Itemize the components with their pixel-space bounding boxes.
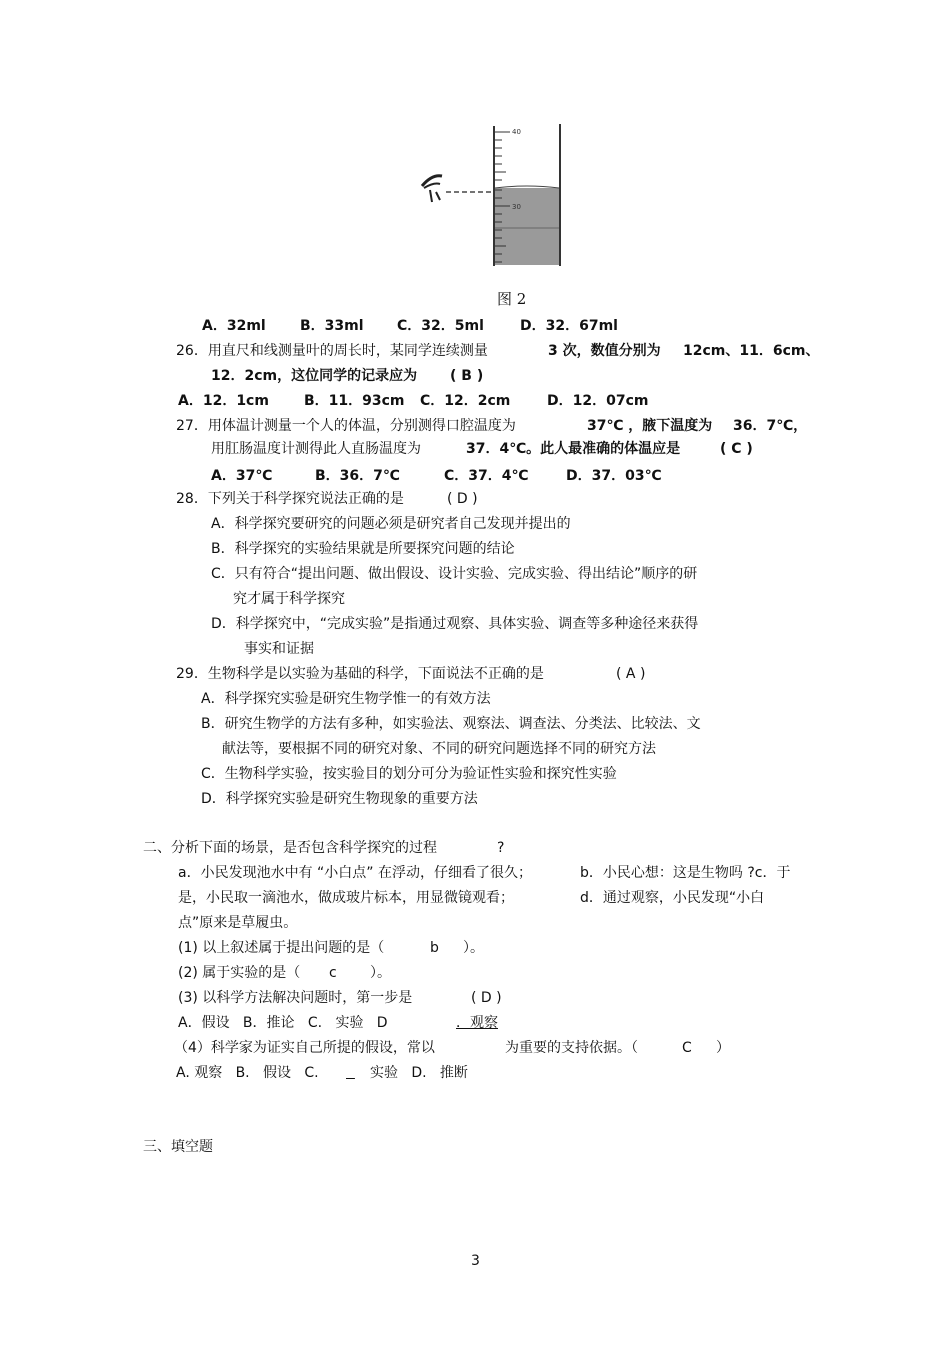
section2-scene-b: b．小民心想：这是生物吗 ?c．于 [580,865,791,881]
q27-option-a: A．37℃ [211,468,273,484]
section2-q1-end: ）。 [463,940,484,956]
q26-stem: 26．用直尺和线测量叶的周长时，某同学连续测量 [176,343,488,359]
q26-stem-line2: 12．2cm，这位同学的记录应为 [211,368,418,384]
q25-option-c: C．32．5ml [397,318,484,334]
q28-option-a: A．科学探究要研究的问题必须是研究者自己发现并提出的 [211,516,571,532]
q28-option-b: B．科学探究的实验结果就是所要探究问题的结论 [211,541,515,557]
q28-option-d-line2: 事实和证据 [244,641,314,657]
q28-option-c-line1: C．只有符合“提出问题、做出假设、设计实验、完成实验、得出结论”顺序的研 [211,566,698,582]
figure-caption: 图 2 [497,290,527,308]
section2-q3-option-d: ．观察 [456,1015,498,1031]
section2-q4: （4）科学家为证实自己所提的假设，常以 [174,1040,435,1056]
q28-stem: 28．下列关于科学探究说法正确的是 [176,491,404,507]
section2-q2: (2) 属于实验的是（ [178,965,301,981]
section2-q1: (1) 以上叙述属于提出问题的是（ [178,940,385,956]
section2-title: 二、分析下面的场景，是否包含科学探究的过程 [143,840,437,856]
q27-stem: 27．用体温计测量一个人的体温，分别测得口腔温度为 [176,418,516,434]
scale-label-mid: 30 [512,203,521,211]
q26-option-a: A．12．1cm [178,393,269,409]
section2-q4-options: A. 观察 B. 假设 C. [176,1065,319,1081]
q28-answer: ( D ) [447,491,478,507]
section2-q2-answer: c [329,965,337,981]
q25-option-a: A．32ml [202,318,266,334]
page-number: 3 [471,1253,480,1269]
q27-option-b: B．36．7℃ [315,468,400,484]
q29-option-b-line1: B．研究生物学的方法有多种，如实验法、观察法、调查法、分类法、比较法、文 [201,716,701,732]
q29-answer: ( A ) [616,666,646,682]
q29-stem: 29．生物科学是以实验为基础的科学，下面说法不正确的是 [176,666,544,682]
section2-q4-answer: C [682,1040,692,1056]
q27-stem-line2: 用肛肠温度计测得此人直肠温度为 [211,441,421,457]
section2-scene-end: 点”原来是草履虫。 [178,915,298,931]
q27-stem-armpit: 36．7℃， [733,418,808,434]
q27-answer: ( C ) [720,441,753,457]
q25-option-b: B．33ml [300,318,364,334]
section2-scene-a: a．小民发现池水中有 “小白点” 在浮动，仔细看了很久； [178,865,532,881]
section2-q4-option-c-blank [346,1064,355,1082]
eye-icon [422,176,442,202]
section3-title: 三、填空题 [143,1139,213,1155]
q25-option-d: D．32．67ml [520,318,618,334]
q26-stem-count: 3 次，数值分别为 [548,343,661,359]
section2-q3-answer: ( D ) [471,990,502,1006]
graduated-cylinder-figure [410,118,580,313]
q26-option-c: C．12．2cm [420,393,511,409]
q26-option-d: D．12．07cm [547,393,649,409]
section2-scene-c: 是，小民取一滴池水，做成玻片标本，用显微镜观看； [178,890,514,906]
section2-q2-end: ）。 [370,965,391,981]
q29-option-a: A．科学探究实验是研究生物学惟一的有效方法 [201,691,491,707]
q29-option-b-line2: 献法等，要根据不同的研究对象、不同的研究问题选择不同的研究方法 [222,741,656,757]
section2-q3-options: A．假设 B．推论 C. 实验 D [178,1015,388,1031]
q26-answer: ( B ) [450,368,484,384]
q28-option-c-line2: 究才属于科学探究 [233,591,345,607]
section2-q3: (3) 以科学方法解决问题时，第一步是 [178,990,413,1006]
section2-q1-answer: b [430,940,439,956]
section2-title-q: ? [497,840,505,856]
section2-q4-options-rest: 实验 D. 推断 [370,1065,468,1081]
q27-stem-line2-b: 37．4℃。此人最准确的体温应是 [466,441,681,457]
q29-option-c: C．生物科学实验，按实验目的划分可分为验证性实验和探究性实验 [201,766,617,782]
q29-option-d: D．科学探究实验是研究生物现象的重要方法 [201,791,478,807]
section2-q4-b: 为重要的支持依据。（ [505,1040,638,1056]
q28-option-d-line1: D．科学探究中，“完成实验”是指通过观察、具体实验、调查等多种途径来获得 [211,616,699,632]
q27-stem-oral: 37℃ ，腋下温度为 [587,418,713,434]
q26-option-b: B．11．93cm [304,393,405,409]
section2-q4-end: ） [716,1040,730,1056]
section2-scene-d: d．通过观察，小民发现“小白 [580,890,765,906]
scale-label-top: 40 [512,128,521,136]
q26-stem-values: 12cm、11．6cm、 [683,343,820,359]
q27-option-d: D．37．03℃ [566,468,662,484]
q27-option-c: C．37．4℃ [444,468,529,484]
